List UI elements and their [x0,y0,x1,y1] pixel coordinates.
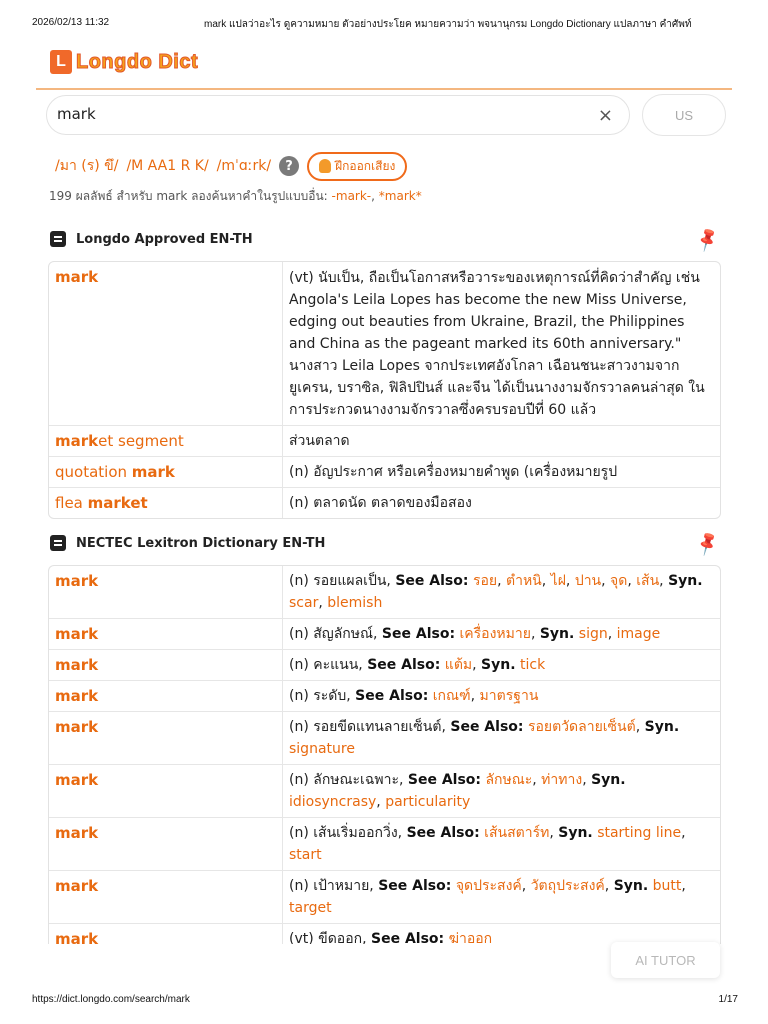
table-row [49,923,720,944]
longdo-logo[interactable] [50,48,198,76]
pron-arpabet: /M AA1 R K/ [126,158,209,174]
definition-text: (n) รอยแผลเป็น, [289,573,391,589]
syn-label: Syn. [613,878,649,894]
print-date: 2026/02/13 11:32 [32,17,110,28]
entry-definition: (n) ระดับ, See Also: เกณฑ์, มาตรฐาน [289,688,539,704]
print-title: mark แปลว่าอะไร ดูความหมาย ตัวอย่างประโยค หมายความว่า พจนานุกรม Longdo Dictionary แปลภาษา คำศัพท์ [204,19,692,30]
see-also-label: See Also: [378,878,452,894]
definition-text: (n) ลักษณะเฉพาะ, [289,772,404,788]
synonym-link[interactable]: sign [578,626,608,642]
entry-definition: (n) เส้นเริ่มออกวิ่ง, See Also: เส้นสตาร์ท, Syn. starting line, start [289,825,686,863]
entry-word[interactable]: mark [49,650,283,680]
results-sep: , [371,189,375,203]
synonym-link[interactable]: idiosyncrasy [289,794,377,810]
syn-label: Syn. [558,825,593,841]
print-footer [32,994,738,1008]
bulb-icon [319,159,331,173]
see-also-link[interactable]: จุด [610,573,628,589]
synonym-link[interactable]: image [616,626,661,642]
table-row [49,487,720,518]
table-row [49,425,720,456]
syn-label: Syn. [668,573,703,589]
see-also-label: See Also: [450,719,524,735]
results-prefix: 199 ผลลัพธ์ สำหรับ mark ลองค้นหาคำในรูปแบบอื่น: [49,189,328,203]
see-also-label: See Also: [367,657,441,673]
syn-label: Syn. [591,772,626,788]
us-button[interactable]: US [642,94,726,136]
table-row [49,262,720,425]
table-row [49,711,720,764]
logo-text: Longdo Dict [76,50,199,73]
entry-word[interactable]: flea market [49,488,283,518]
see-also-label: See Also: [395,573,469,589]
syn-label: Syn. [539,626,575,642]
alt-search-link[interactable]: -mark- [331,189,372,203]
see-also-label: See Also: [406,825,480,841]
header-divider [36,88,732,90]
print-header [32,17,736,31]
entry-definition: (n) รอยแผลเป็น, See Also: รอย, ตำหนิ, ไฝ, ปาน, จุด, เส้น, Syn. scar, blemish [289,573,703,611]
definition-text: (n) เป้าหมาย, [289,878,374,894]
definition-text: (n) ระดับ, [289,688,351,704]
print-url: https://dict.longdo.com/search/mark [32,994,190,1005]
dict-header-nectec [50,532,325,554]
definition-text: (n) รอยขีดแทนลายเซ็นต์, [289,719,446,735]
see-also-link[interactable]: ฆ่าออก [448,931,493,944]
dict-table-longdo [48,261,721,519]
pin-icon[interactable]: 📌 [693,226,723,254]
ai-tutor-button[interactable]: AI TUTOR [611,942,720,978]
see-also-link[interactable]: แต้ม [444,657,473,673]
practice-label: ฝึกออกเสียง [335,158,396,173]
entry-word[interactable]: mark [49,765,283,817]
syn-label: Syn. [481,657,516,673]
entry-definition: (n) รอยขีดแทนลายเซ็นต์, See Also: รอยตวัดลายเซ็นต์, Syn. signature [289,719,680,757]
pronunciation-bar [55,153,407,179]
see-also-link[interactable]: เครื่องหมาย [459,626,531,642]
synonym-link[interactable]: blemish [327,595,383,611]
dict-title: NECTEC Lexitron Dictionary EN-TH [76,535,326,551]
entry-word[interactable]: mark [49,681,283,711]
entry-definition: ส่วนตลาด [289,433,350,449]
logo-icon: L [50,50,72,74]
entry-word[interactable]: quotation mark [49,457,283,487]
help-icon[interactable]: ? [279,156,299,176]
see-also-label: See Also: [371,931,445,944]
pron-thai: /มา (ร) ขึ/ [55,158,119,174]
print-page: 1/17 [718,994,738,1005]
see-also-link[interactable]: เกณฑ์ [432,688,471,704]
see-also-link[interactable]: ไฝ [550,573,566,589]
definition-text: (vt) ขีดออก, [289,931,367,944]
search-input[interactable] [57,105,557,123]
entry-definition: (n) อัญประกาศ หรือเครื่องหมายคำพูด (เครื่องหมายรูป [289,464,618,480]
entry-definition: (vt) นับเป็น, ถือเป็นโอกาสหรือวาระของเหตุการณ์ที่คิดว่าสำคัญ เช่น Angola's Leila Lopes has become the new Miss Universe, edging out beauties from Ukraine, Brazil, the Philippines and China as the pageant marked its 60th anniversary." นางสาว Leila Lopes จากประเทศอังโกลา เฉือนชนะสาวงามจากยูเครน, บราซิล, ฟิลิปปินส์ และจีน ได้เป็นนางงามจักรวาลคนล่าสุด ในการประกวดนางงามจักรวาลซึ่งครบรอบปีที่ 60 แล้ว [289,270,705,418]
book-icon [50,231,66,247]
dict-table-nectec [48,565,721,944]
definition-text: (n) สัญลักษณ์, [289,626,378,642]
entry-word[interactable]: mark [49,871,283,923]
entry-word[interactable]: mark [49,566,283,618]
table-row [49,817,720,870]
dict-title: Longdo Approved EN-TH [76,231,253,247]
table-row [49,456,720,487]
synonym-link[interactable]: butt [652,878,682,894]
entry-word[interactable]: mark [49,619,283,649]
entry-word[interactable]: mark [49,262,283,425]
see-also-link[interactable]: ปาน [574,573,602,589]
see-also-link[interactable]: เส้นสตาร์ท [484,825,550,841]
table-row [49,566,720,618]
syn-label: Syn. [644,719,680,735]
alt-search-link[interactable]: *mark* [378,189,422,203]
entry-word[interactable]: market segment [49,426,283,456]
synonym-link[interactable]: starting line [597,825,682,841]
see-also-link[interactable]: วัตถุประสงค์ [530,878,605,894]
see-also-link[interactable]: ท่าทาง [541,772,583,788]
table-row [49,680,720,711]
synonym-link[interactable]: start [289,847,322,863]
entry-definition: (n) ลักษณะเฉพาะ, See Also: ลักษณะ, ท่าทาง, Syn. idiosyncrasy, particularity [289,772,626,810]
see-also-link[interactable]: มาตรฐาน [479,688,539,704]
see-also-link[interactable]: รอยตวัดลายเซ็นต์ [527,719,636,735]
entry-word[interactable]: mark [49,924,283,944]
entry-definition: (n) คะแนน, See Also: แต้ม, Syn. tick [289,657,546,673]
book-icon [50,535,66,551]
pin-icon[interactable]: 📌 [693,530,723,558]
close-icon[interactable]: × [597,105,613,126]
see-also-link[interactable]: ลักษณะ [485,772,533,788]
see-also-label: See Also: [407,772,482,788]
synonym-link[interactable]: particularity [385,794,471,810]
table-row [49,870,720,923]
definition-text: (n) คะแนน, [289,657,363,673]
pron-ipa: /mˈɑːrk/ [216,158,272,174]
see-also-label: See Also: [355,688,429,704]
table-row [49,618,720,649]
entry-definition: (n) ตลาดนัด ตลาดของมือสอง [289,495,472,511]
see-also-link[interactable]: รอย [472,573,498,589]
synonym-link[interactable]: signature [289,741,355,757]
entry-word[interactable]: mark [49,818,283,870]
table-row [49,764,720,817]
results-summary [49,187,422,206]
definition-text: (n) เส้นเริ่มออกวิ่ง, [289,825,403,841]
search-box [46,95,630,135]
dict-header-longdo [50,228,253,250]
see-also-link[interactable]: เส้น [636,573,660,589]
see-also-link[interactable]: จุดประสงค์ [455,878,522,894]
table-row [49,649,720,680]
entry-definition: (n) เป้าหมาย, See Also: จุดประสงค์, วัตถุประสงค์, Syn. butt, target [289,878,686,916]
synonym-link[interactable]: scar [289,595,319,611]
see-also-link[interactable]: ตำหนิ [505,573,542,589]
entry-definition: (n) สัญลักษณ์, See Also: เครื่องหมาย, Syn. sign, image [289,626,661,642]
practice-pronunciation-button[interactable] [307,152,407,181]
entry-word[interactable]: mark [49,712,283,764]
entry-definition [283,924,720,944]
synonym-link[interactable]: target [289,900,332,916]
see-also-label: See Also: [381,626,456,642]
synonym-link[interactable]: tick [520,657,546,673]
